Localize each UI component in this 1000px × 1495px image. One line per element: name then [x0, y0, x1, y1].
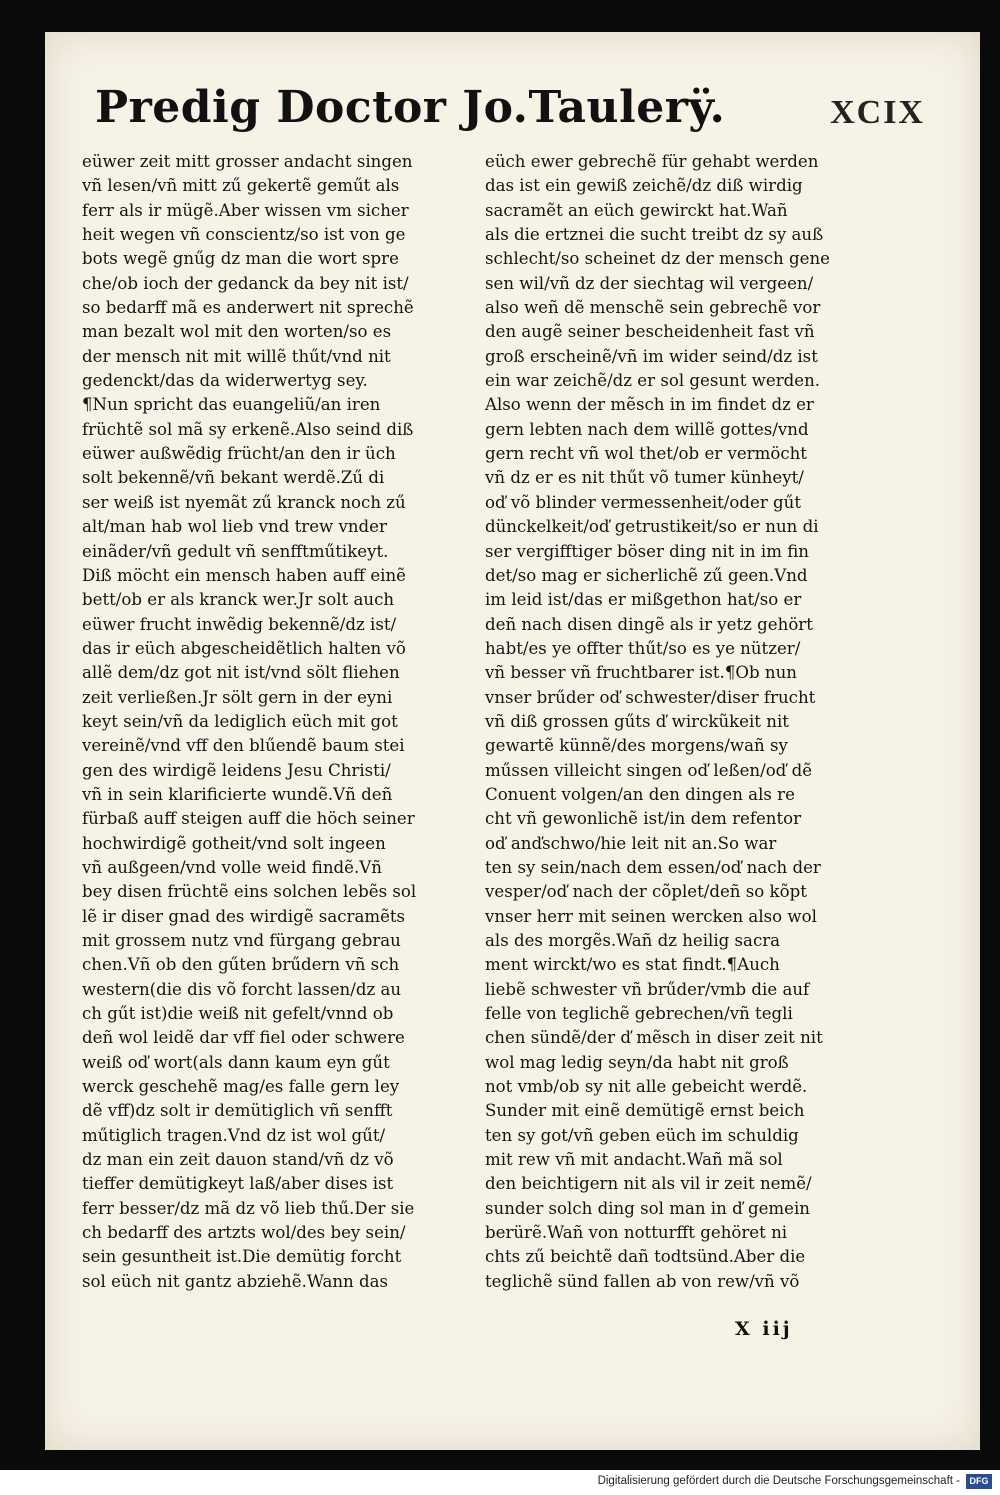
signature-mark: X iij [735, 1318, 793, 1340]
text-line: gedenckt/das da widerwertyg sey. [82, 371, 368, 391]
text-line: vñ diß grossen gűts ď wirckũkeit nit [485, 711, 789, 731]
text-line: eüwer frucht inwẽdig bekennẽ/dz ist/ [82, 614, 397, 634]
text-line: vesper/oď nach der cõplet/deñ so kõpt [485, 882, 807, 902]
text-line: als die ertznei die sucht treibt dz sy auß [485, 225, 824, 245]
text-line: keyt sein/vñ da lediglich eüch mit got [82, 711, 398, 731]
text-line: berürẽ.Wañ von notturfft gehöret ni [485, 1223, 788, 1243]
text-line: solt bekennẽ/vñ bekant werdẽ.Zű di [82, 468, 385, 488]
text-line: mit rew vñ mit andacht.Wañ mã sol [485, 1150, 783, 1170]
text-line: schlecht/so scheinet dz der mensch gene [485, 249, 830, 269]
text-line: gen des wirdigẽ leidens Jesu Christi/ [82, 760, 391, 780]
text-line: ment wirckt/wo es stat findt.¶Auch [485, 955, 780, 975]
text-line: vñ in sein klarificierte wundẽ.Vñ deñ [82, 784, 393, 804]
text-line: ser vergifftiger böser ding nit in im fin [485, 541, 809, 561]
text-line: Sunder mit einẽ demütigẽ ernst beich [485, 1101, 805, 1121]
text-line: mit grossem nutz vnd fürgang gebrau [82, 931, 401, 950]
text-line: chen sündẽ/der ď mẽsch in diser zeit nit [485, 1028, 823, 1048]
text-line: alt/man hab wol lieb vnd trew vnder [82, 517, 387, 537]
text-line: sunder solch ding sol man in ď gemein [485, 1198, 810, 1218]
text-line: liebẽ schwester vñ brűder/vmb die auf [485, 979, 810, 999]
text-line: ferr als ir mügẽ.Aber wissen vm sicher [82, 200, 409, 220]
text-line: vñ dz er es nit thűt võ tumer künheyt/ [485, 468, 804, 488]
text-line: deñ wol leidẽ dar vff fiel oder schwere [82, 1028, 405, 1048]
text-line: deñ nach disen dingẽ als ir yetz gehört [485, 614, 813, 634]
text-line: vereinẽ/vnd vff den blűendẽ baum stei [82, 736, 405, 756]
text-line: sen wil/vñ dz der siechtag wil vergeen/ [485, 273, 814, 293]
text-line: eüch ewer gebrechẽ für gehabt werden [485, 152, 819, 171]
text-line: ein war zeichẽ/dz er sol gesunt werden. [485, 371, 821, 391]
text-line: tieffer demütigkeyt laß/aber dises ist [82, 1174, 394, 1194]
funding-credit: Digitalisierung gefördert durch die Deutsche Forschungsgemeinschaft - [597, 1475, 960, 1487]
text-line: műssen villeicht singen oď leßen/oď dẽ [485, 760, 813, 780]
text-line: so bedarff mã es anderwert nit sprechẽ [82, 298, 414, 318]
book-page [45, 32, 980, 1450]
text-line: bots wegẽ gnűg dz man die wort spre [82, 249, 399, 269]
text-line: sein gesuntheit ist.Die demütig forcht [82, 1247, 402, 1267]
text-line: werck geschehẽ mag/es falle gern ley [82, 1077, 400, 1097]
text-line: man bezalt wol mit den worten/so es [82, 322, 392, 342]
text-line: gewartẽ künnẽ/des morgens/wañ sy [485, 736, 788, 756]
text-line: dẽ vff)dz solt ir demütiglich vñ senfft [82, 1101, 393, 1121]
text-line: western(die dis võ forcht lassen/dz au [82, 979, 402, 999]
text-line: einãder/vñ gedult vñ senfftműtikeyt. [82, 541, 389, 561]
text-line: allẽ dem/dz got nit ist/vnd sölt fliehen [82, 663, 400, 683]
text-line: sacramẽt an eüch gewirckt hat.Wañ [485, 200, 788, 220]
text-line: vnser brűder oď schwester/diser frucht [485, 687, 816, 707]
text-line: Conuent volgen/an den dingen als re [485, 784, 795, 804]
text-line: im leid ist/das er mißgethon hat/so er [485, 590, 802, 610]
text-line: habt/es ye offter thűt/so es ye nützer/ [485, 638, 801, 658]
text-line: ten sy got/vñ geben eüch im schuldig [485, 1125, 799, 1145]
text-line: teglichẽ sünd fallen ab von rew/vñ võ [485, 1271, 800, 1291]
text-line: ferr besser/dz mã dz võ lieb thű.Der sie [82, 1198, 415, 1218]
text-line: den beichtigern nit als vil ir zeit nemẽ/ [485, 1174, 812, 1194]
text-line: also weñ dẽ menschẽ sein gebrechẽ vor [485, 298, 821, 318]
text-line: Diß möcht ein mensch haben auff einẽ [82, 565, 406, 585]
text-line: chen.Vñ ob den gűten brűdern vñ sch [82, 955, 400, 975]
text-line: als des morgẽs.Wañ dz heilig sacra [485, 931, 781, 950]
text-line: hochwirdigẽ gotheit/vnd solt ingeen [82, 833, 386, 853]
folio-number: XCIX [830, 94, 925, 131]
text-line: ten sy sein/nach dem essen/oď nach der [485, 857, 821, 877]
text-line: műtiglich tragen.Vnd dz ist wol gűt/ [82, 1125, 386, 1145]
text-line: weiß oď wort(als dann kaum eyn gűt [82, 1052, 390, 1072]
text-line: oď võ blinder vermessenheit/oder gűt [485, 492, 802, 512]
text-line: ch gűt ist)die weiß nit gefelt/vnnd ob [82, 1004, 394, 1024]
text-line: vnser herr mit seinen wercken also wol [485, 906, 817, 926]
text-line: heit wegen vñ conscientz/so ist von ge [82, 225, 406, 245]
text-line: vñ außgeen/vnd volle weid findẽ.Vñ [82, 857, 382, 877]
text-line: eüwer zeit mitt grosser andacht singen [82, 152, 413, 171]
text-line: Also wenn der mẽsch in im findet dz er [485, 395, 814, 415]
text-column-left [82, 150, 477, 1294]
text-line: lẽ ir diser gnad des wirdigẽ sacramẽts [82, 906, 406, 926]
text-line: felle von teglichẽ gebrechen/vñ tegli [485, 1004, 793, 1024]
text-line: ch bedarff des artzts wol/des bey sein/ [82, 1223, 406, 1243]
text-line: eüwer außwẽdig frücht/an den ir üch [82, 444, 396, 464]
text-line: fürbaß auff steigen auff die höch seiner [82, 809, 415, 829]
text-line: früchtẽ sol mã sy erkenẽ.Also seind diß [82, 419, 414, 439]
text-line: das ir eüch abgescheidẽtlich halten võ [82, 638, 406, 658]
text-line: zeit verließen.Jr sölt gern in der eyni [82, 687, 393, 707]
text-line: gern lebten nach dem willẽ gottes/vnd [485, 419, 809, 439]
text-line: not vmb/ob sy nit alle gebeicht werdẽ. [485, 1077, 808, 1097]
text-line: dünckelkeit/oď getrustikeit/so er nun di [485, 517, 819, 537]
running-title: Predig Doctor Jo.Taulerÿ. [95, 82, 726, 133]
text-line: gern recht vñ wol thet/ob er vermöcht [485, 444, 807, 464]
text-line: vñ lesen/vñ mitt zű gekertẽ geműt als [82, 176, 400, 196]
text-line: oď anďschwo/hie leit nit an.So war [485, 833, 777, 853]
text-line: cht vñ gewonlichẽ ist/in dem refentor [485, 809, 802, 829]
text-line: bett/ob er als kranck wer.Jr solt auch [82, 590, 395, 610]
text-line: ser weiß ist nyemãt zű kranck noch zű [82, 492, 406, 512]
text-line: chts zű beichtẽ dañ todtsünd.Aber die [485, 1247, 806, 1267]
text-column-right [485, 150, 880, 1294]
text-line: ¶Nun spricht das euangeliũ/an iren [82, 395, 381, 415]
text-line: vñ besser vñ fruchtbarer ist.¶Ob nun [485, 663, 797, 683]
text-line: dz man ein zeit dauon stand/vñ dz võ [82, 1150, 394, 1170]
text-line: der mensch nit mit willẽ thűt/vnd nit [82, 346, 391, 366]
text-line: che/ob ioch der gedanck da bey nit ist/ [82, 273, 409, 293]
page-header [95, 82, 955, 152]
text-line: sol eüch nit gantz abziehẽ.Wann das [82, 1271, 389, 1291]
digitization-footer [0, 1470, 1000, 1495]
text-line: wol mag ledig seyn/da habt nit groß [485, 1052, 789, 1072]
text-line: groß erscheinẽ/vñ im wider seind/dz ist [485, 346, 818, 366]
text-line: das ist ein gewiß zeichẽ/dz diß wirdig [485, 176, 803, 196]
text-line: bey disen früchtẽ eins solchen lebẽs sol [82, 882, 417, 902]
dfg-logo: DFG [966, 1474, 992, 1489]
text-line: den augẽ seiner bescheidenheit fast vñ [485, 322, 815, 342]
text-line: det/so mag er sicherlichẽ zű geen.Vnd [485, 565, 808, 585]
